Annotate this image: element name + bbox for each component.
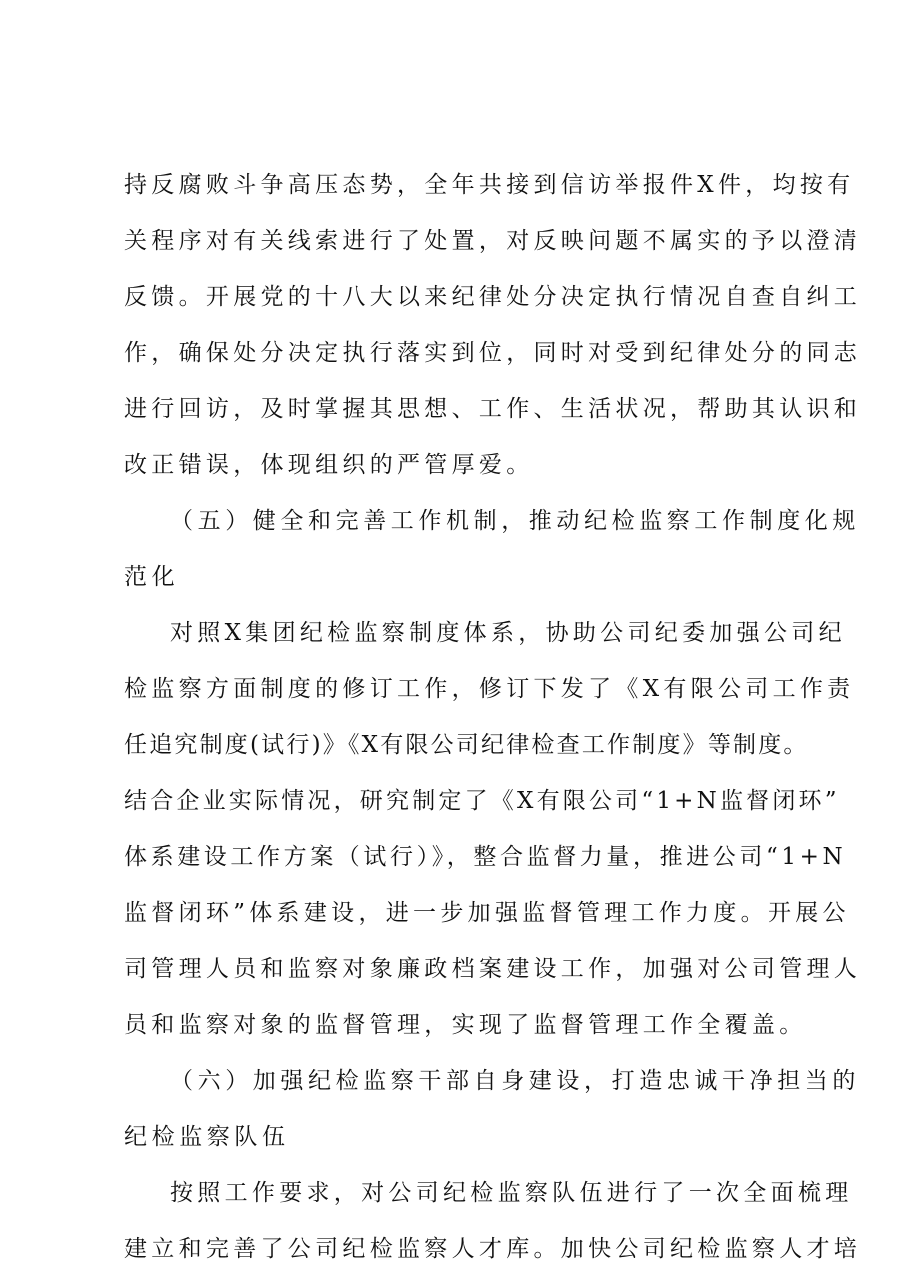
section-heading-6: （六）加强纪检监察干部自身建设，打造忠诚干净担当的 <box>170 1068 860 1094</box>
section-heading-6-cont: 纪检监察队伍 <box>124 1124 290 1150</box>
text-line: 对照X集团纪检监察制度体系，协助公司纪委加强公司纪 <box>170 620 846 646</box>
text-line: 进行回访，及时掌握其思想、工作、生活状况，帮助其认识和 <box>124 396 862 422</box>
text-line: 建立和完善了公司纪检监察人才库。加快公司纪检监察人才培 <box>124 1236 862 1262</box>
text-line: 关程序对有关线索进行了处置，对反映问题不属实的予以澄清 <box>124 228 862 254</box>
text-line: 检监察方面制度的修订工作，修订下发了《X有限公司工作责 <box>124 676 855 702</box>
text-line: 反馈。开展党的十八大以来纪律处分决定执行情况自查自纠工 <box>124 284 862 310</box>
text-line: 体系建设工作方案（试行）》，整合监督力量，推进公司“1+N <box>124 844 847 870</box>
text-line: 持反腐败斗争高压态势，全年共接到信访举报件X件，均按有 <box>124 172 855 198</box>
text-line: 司管理人员和监察对象廉政档案建设工作，加强对公司管理人 <box>124 956 862 982</box>
text-line: 任追究制度(试行)》《X有限公司纪律检查工作制度》等制度。 <box>124 732 809 758</box>
text-line: 作，确保处分决定执行落实到位，同时对受到纪律处分的同志 <box>124 340 862 366</box>
text-line: 改正错误，体现组织的严管厚爱。 <box>124 452 534 478</box>
section-heading-5-cont: 范化 <box>124 564 180 590</box>
text-line: 结合企业实际情况，研究制定了《X有限公司“1+N监督闭环” <box>124 788 840 814</box>
text-line: 监督闭环”体系建设，进一步加强监督管理工作力度。开展公 <box>124 900 850 926</box>
text-line: 按照工作要求，对公司纪检监察队伍进行了一次全面梳理 <box>170 1180 853 1206</box>
section-heading-5: （五）健全和完善工作机制，推动纪检监察工作制度化规 <box>170 508 860 534</box>
text-line: 员和监察对象的监督管理，实现了监督管理工作全覆盖。 <box>124 1012 807 1038</box>
